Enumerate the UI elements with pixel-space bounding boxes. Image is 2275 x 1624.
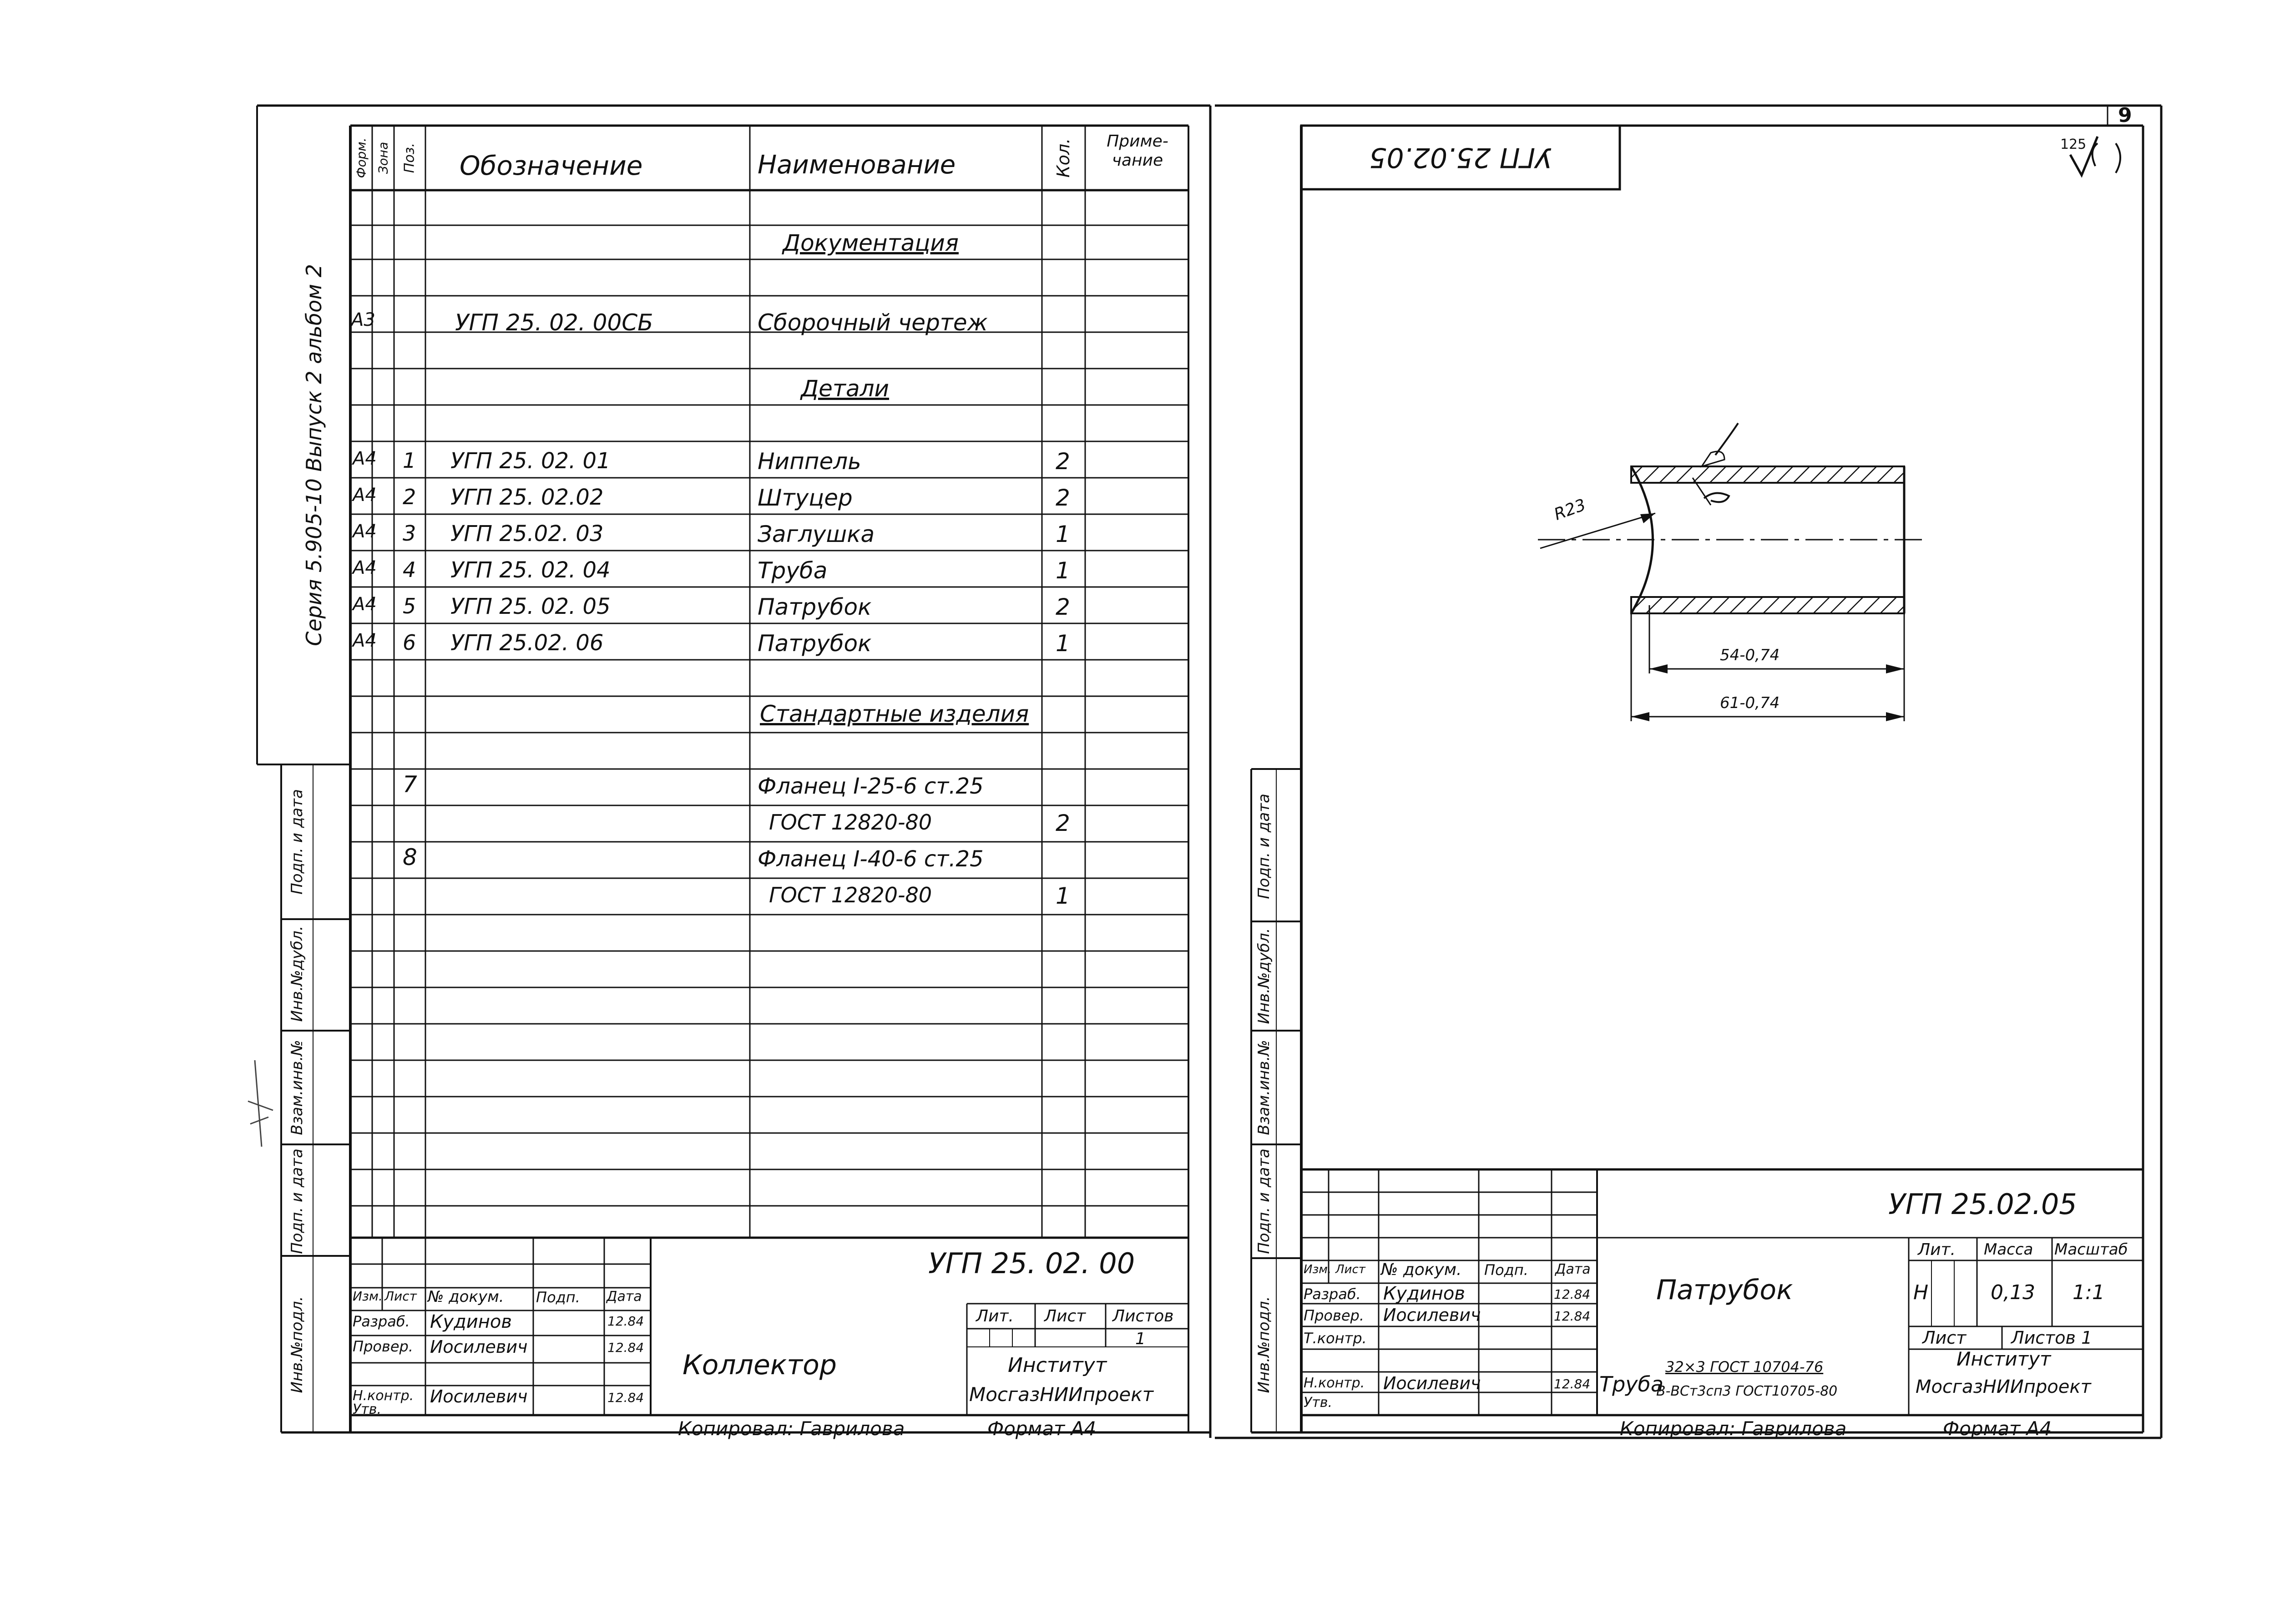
dim-inner: 54-0,74: [1720, 646, 1780, 664]
part-name: Патрубок: [758, 594, 872, 620]
left-tb-utv-label: Утв.: [353, 1401, 381, 1417]
right-tb-hdr-sign: Подп.: [1484, 1261, 1528, 1279]
left-tb-razrab-label: Разраб.: [353, 1313, 410, 1330]
margin-label: Подп. и дата: [288, 1148, 306, 1254]
right-tb-nkontr-label: Н.контр.: [1304, 1375, 1365, 1391]
part-qty: 2: [1056, 594, 1070, 620]
right-tb-nkontr-date: 12.84: [1554, 1376, 1591, 1391]
header-pos: Поз.: [401, 142, 418, 173]
part-designation: УГП 25. 02. 05: [450, 594, 611, 619]
section-parts: Детали: [801, 375, 890, 402]
right-tb-material-1: 32×3 ГОСТ 10704-76: [1665, 1358, 1824, 1376]
margin-label: Инв.№дубл.: [1255, 928, 1273, 1024]
right-tb-hdr-izm: Изм.: [1304, 1263, 1332, 1276]
std-qty: 2: [1056, 810, 1070, 836]
right-tb-institute-1: Институт: [1956, 1348, 2051, 1370]
right-tb-institute-2: МосгазНИИпроект: [1916, 1376, 2091, 1397]
left-tb-lit-label: Лит.: [976, 1307, 1014, 1326]
left-tb-hdr-list: Лист: [384, 1289, 417, 1304]
doc-format: А3: [351, 309, 375, 330]
doc-designation: УГП 25. 02. 00СБ: [455, 309, 653, 336]
right-sheet: [1215, 106, 2161, 1438]
right-tb-hdr-date: Дата: [1555, 1261, 1591, 1277]
right-tb-material-prefix: Труба: [1599, 1372, 1664, 1396]
right-tb-lit-label: Лит.: [1918, 1240, 1956, 1259]
right-tb-utv-label: Утв.: [1304, 1395, 1332, 1411]
part-designation: УГП 25.02. 03: [450, 521, 604, 546]
left-tb-sheet-label: Лист: [1044, 1307, 1086, 1326]
std-qty: 1: [1056, 883, 1070, 909]
part-qty: 2: [1056, 448, 1070, 475]
header-qty: Кол.: [1053, 138, 1073, 178]
header-zone: Зона: [375, 142, 391, 174]
binding-mark: [248, 1060, 273, 1147]
part-pos: 2: [403, 485, 416, 509]
part-name: Штуцер: [758, 485, 853, 511]
left-tb-razrab-name: Кудинов: [430, 1311, 512, 1332]
dim-radius: R23: [1552, 496, 1588, 524]
left-tb-prover-name: Иосилевич: [430, 1337, 528, 1357]
margin-label: Подп. и дата: [1255, 1148, 1273, 1254]
right-tb-mass-label: Масса: [1984, 1240, 2033, 1259]
right-tb-razrab-date: 12.84: [1554, 1287, 1591, 1302]
right-tb-prover-name: Иосилевич: [1383, 1305, 1481, 1325]
left-tb-hdr-doc: № докум.: [428, 1288, 504, 1306]
right-footer-format: Формат А4: [1943, 1417, 2052, 1440]
header-format: Форм.: [354, 137, 369, 178]
right-tb-sheet-label: Лист: [1922, 1328, 1967, 1348]
left-tb-nkontr-label: Н.контр.: [353, 1388, 414, 1404]
part-format: А4: [353, 630, 377, 651]
margin-label: Инв.№подл.: [288, 1296, 306, 1393]
right-tb-razrab-label: Разраб.: [1304, 1285, 1361, 1303]
margin-label: Подп. и дата: [1255, 794, 1273, 899]
left-tb-institute-2: МосгазНИИпроект: [969, 1383, 1154, 1406]
right-tb-hdr-list: Лист: [1335, 1263, 1365, 1276]
std-name-1: Фланец I-25-6 ст.25: [758, 774, 984, 799]
right-tb-sheets-label: Листов 1: [2011, 1328, 2093, 1348]
left-tb-hdr-sign: Подп.: [536, 1289, 580, 1306]
part-format: А4: [353, 557, 377, 578]
part-name: Ниппель: [758, 448, 861, 475]
left-tb-sheets-value: 1: [1135, 1330, 1146, 1348]
header-note: Приме-чание: [1107, 132, 1168, 170]
part-qty: 1: [1056, 630, 1070, 657]
left-tb-nkontr-date: 12.84: [607, 1390, 644, 1405]
right-tb-hdr-doc: № докум.: [1381, 1260, 1462, 1279]
part-qty: 1: [1056, 521, 1070, 547]
part-pos: 3: [403, 521, 416, 546]
part-designation: УГП 25. 02.02: [450, 485, 604, 510]
std-name-2: ГОСТ 12820-80: [769, 883, 932, 907]
std-name-2: ГОСТ 12820-80: [769, 810, 932, 835]
corner-designation: УГП 25.02.05: [1369, 142, 1552, 173]
right-tb-tkontr-label: Т.контр.: [1304, 1330, 1367, 1347]
right-tb-prover-date: 12.84: [1554, 1309, 1591, 1324]
header-name: Наименование: [758, 150, 956, 180]
roughness-value: 125: [2060, 137, 2087, 152]
std-name-1: Фланец I-40-6 ст.25: [758, 846, 984, 872]
part-name: Заглушка: [758, 521, 875, 547]
part-pos: 6: [403, 630, 416, 655]
part-name: Труба: [758, 557, 828, 584]
left-footer-format: Формат А4: [987, 1417, 1097, 1440]
dim-outer: 61-0,74: [1720, 694, 1780, 712]
left-tb-nkontr-name: Иосилевич: [430, 1386, 528, 1406]
margin-label: Подп. и дата: [288, 789, 306, 895]
right-tb-prover-label: Провер.: [1304, 1307, 1364, 1324]
left-tb-hdr-date: Дата: [607, 1289, 642, 1305]
right-tb-razrab-name: Кудинов: [1383, 1283, 1465, 1304]
right-footer-copied: Копировал: Гаврилова: [1620, 1417, 1847, 1440]
section-standard: Стандартные изделия: [760, 701, 1029, 727]
section-documentation: Документация: [783, 230, 959, 256]
part-qty: 1: [1056, 557, 1070, 584]
margin-label: Инв.№подл.: [1255, 1296, 1273, 1393]
doc-name: Сборочный чертеж: [758, 309, 988, 336]
margin-label: Взам.инв.№: [1255, 1040, 1273, 1135]
left-tb-sheets-label: Листов: [1112, 1307, 1174, 1326]
std-pos: 7: [403, 771, 417, 798]
left-tb-prover-label: Провер.: [353, 1338, 413, 1355]
left-tb-razrab-date: 12.84: [607, 1314, 644, 1329]
right-tb-scale-value: 1:1: [2073, 1281, 2105, 1304]
part-qty: 2: [1056, 485, 1070, 511]
part-format: А4: [353, 594, 377, 615]
part-pos: 5: [403, 594, 416, 618]
part-format: А4: [353, 485, 377, 506]
part-designation: УГП 25. 02. 01: [450, 448, 611, 474]
left-tb-prover-date: 12.84: [607, 1340, 644, 1355]
left-tb-institute-1: Институт: [1008, 1354, 1107, 1377]
series-caption: Серия 5.905-10 Выпуск 2 альбом 2: [302, 264, 326, 646]
right-tb-title: Патрубок: [1656, 1274, 1793, 1306]
part-format: А4: [353, 521, 377, 542]
part-drawing: [1538, 423, 1925, 721]
left-tb-hdr-izm: Изм.: [353, 1289, 383, 1304]
right-tb-scale-label: Масштаб: [2054, 1240, 2128, 1259]
left-tb-title: Коллектор: [682, 1349, 837, 1381]
left-footer-copied: Копировал: Гаврилова: [678, 1417, 905, 1440]
right-tb-nkontr-name: Иосилевич: [1383, 1373, 1481, 1393]
margin-label: Взам.инв.№: [288, 1040, 306, 1135]
part-designation: УГП 25. 02. 04: [450, 557, 611, 583]
right-tb-mass-value: 0,13: [1991, 1281, 2035, 1304]
std-pos: 8: [403, 844, 417, 870]
page-number: 9: [2118, 104, 2132, 127]
header-designation: Обозначение: [460, 150, 643, 181]
right-tb-designation: УГП 25.02.05: [1888, 1188, 2077, 1221]
left-sheet: [257, 106, 1210, 1438]
part-format: А4: [353, 448, 377, 469]
left-tb-designation: УГП 25. 02. 00: [928, 1247, 1135, 1280]
part-designation: УГП 25.02. 06: [450, 630, 604, 656]
right-tb-lit-value: Н: [1913, 1281, 1929, 1304]
part-pos: 4: [403, 557, 416, 582]
margin-label: Инв.№дубл.: [288, 926, 306, 1022]
part-pos: 1: [403, 448, 416, 473]
part-name: Патрубок: [758, 630, 872, 657]
right-tb-material-2: В-ВСт3сп3 ГОСТ10705-80: [1656, 1383, 1838, 1399]
